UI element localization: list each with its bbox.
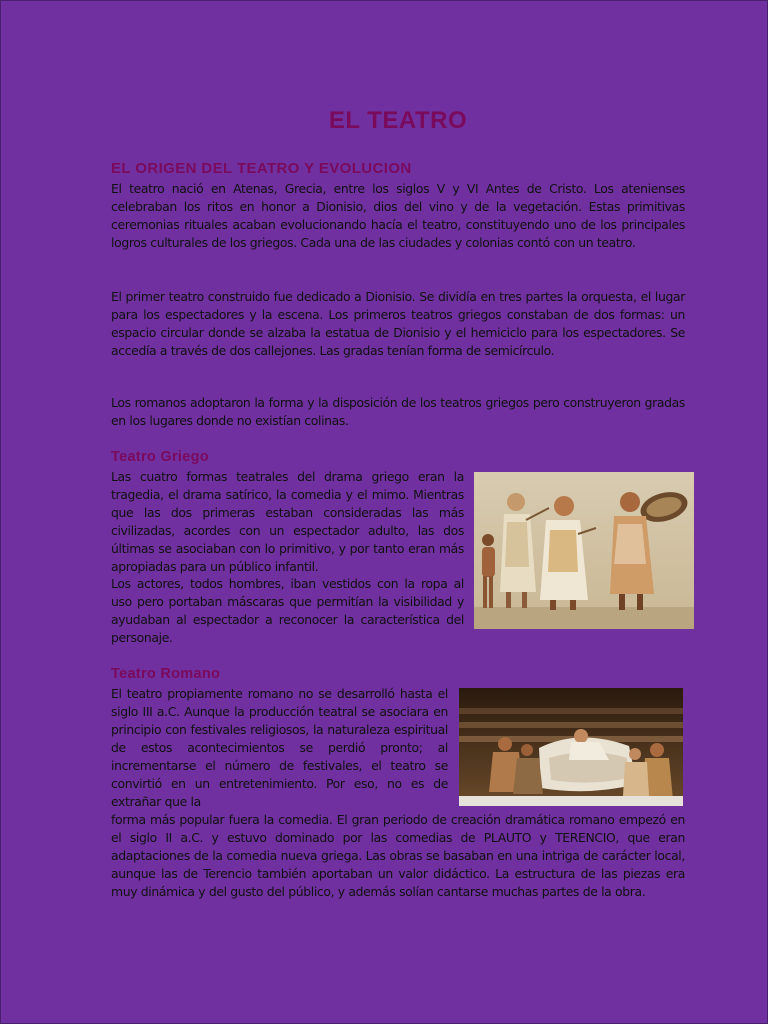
page-title: EL TEATRO	[328, 107, 468, 134]
paragraph-origen-3: Los romanos adoptaron la forma y la disposición de los teatros griegos pero construyeron gradas en los lugares donde no existían colinas.	[111, 395, 685, 428]
paragraph-griego-2: Los actores, todos hombres, iban vestidos con la ropa al uso pero portaban máscaras que permitían la visibilidad y ayudaban al espectador a reconocer la característica del personaje.	[111, 576, 464, 645]
paragraph-griego-1: Las cuatro formas teatrales del drama griego eran la tragedia, el drama satírico, la comedia y el mimo. Mientras que las dos primeras estaban consideradas las más civilizadas, acordes con un espectador adulto, las dos últimas se asociaban con lo primitivo, y por tanto eran más apropiadas para un público infantil.	[111, 469, 464, 574]
roman-theatre-image	[459, 688, 683, 806]
section-heading-griego: Teatro Griego	[111, 449, 209, 465]
paragraph-romano-1b: forma más popular fuera la comedia. El gran periodo de creación dramática romano empezó en el siglo II a.C. y estuvo dominado por las comedias de PLAUTO y TERENCIO, que eran adaptaciones de la comedia nueva griega. Las obras se basaban en una intriga de carácter local, aunque las de Terencio también aportaban un valor didáctico. La estructura de las piezas era muy dinámica y del gusto del público, y además solían cantarse muchas partes de la obra.	[111, 812, 685, 899]
greek-mosaic-image	[474, 472, 694, 629]
paragraph-romano-1a: El teatro propiamente romano no se desarrolló hasta el siglo III a.C. Aunque la producción teatral se asociara en principio con festivales religiosos, la naturaleza espiritual de estos acontecimientos se perdió pronto; al incrementarse el número de festivales, el teatro se convirtió en un entretenimiento. Por eso, no es de extrañar que la	[111, 686, 448, 809]
paragraph-origen-1: El teatro nació en Atenas, Grecia, entre los siglos V y VI Antes de Cristo. Los atenienses celebraban los ritos en honor a Dionisio, dios del vino y de la vegetación. Estas primitivas ceremonias rituales acaban evolucionando hacía el teatro, constituyendo uno de los principales logros culturales de los griegos. Cada una de las ciudades y colonias contó con un teatro.	[111, 181, 685, 250]
section-heading-origen: EL ORIGEN DEL TEATRO Y EVOLUCION	[111, 160, 412, 177]
paragraph-origen-2: El primer teatro construido fue dedicado a Dionisio. Se dividía en tres partes la orquesta, el lugar para los espectadores y la escena. Los primeros teatros griegos constaban de dos formas: un espacio circular donde se alzaba la estatua de Dionisio y el hemiciclo para los espectadores. Se accedía a través de dos callejones. Las gradas tenían forma de semicírculo.	[111, 289, 685, 358]
section-heading-romano: Teatro Romano	[111, 666, 221, 682]
